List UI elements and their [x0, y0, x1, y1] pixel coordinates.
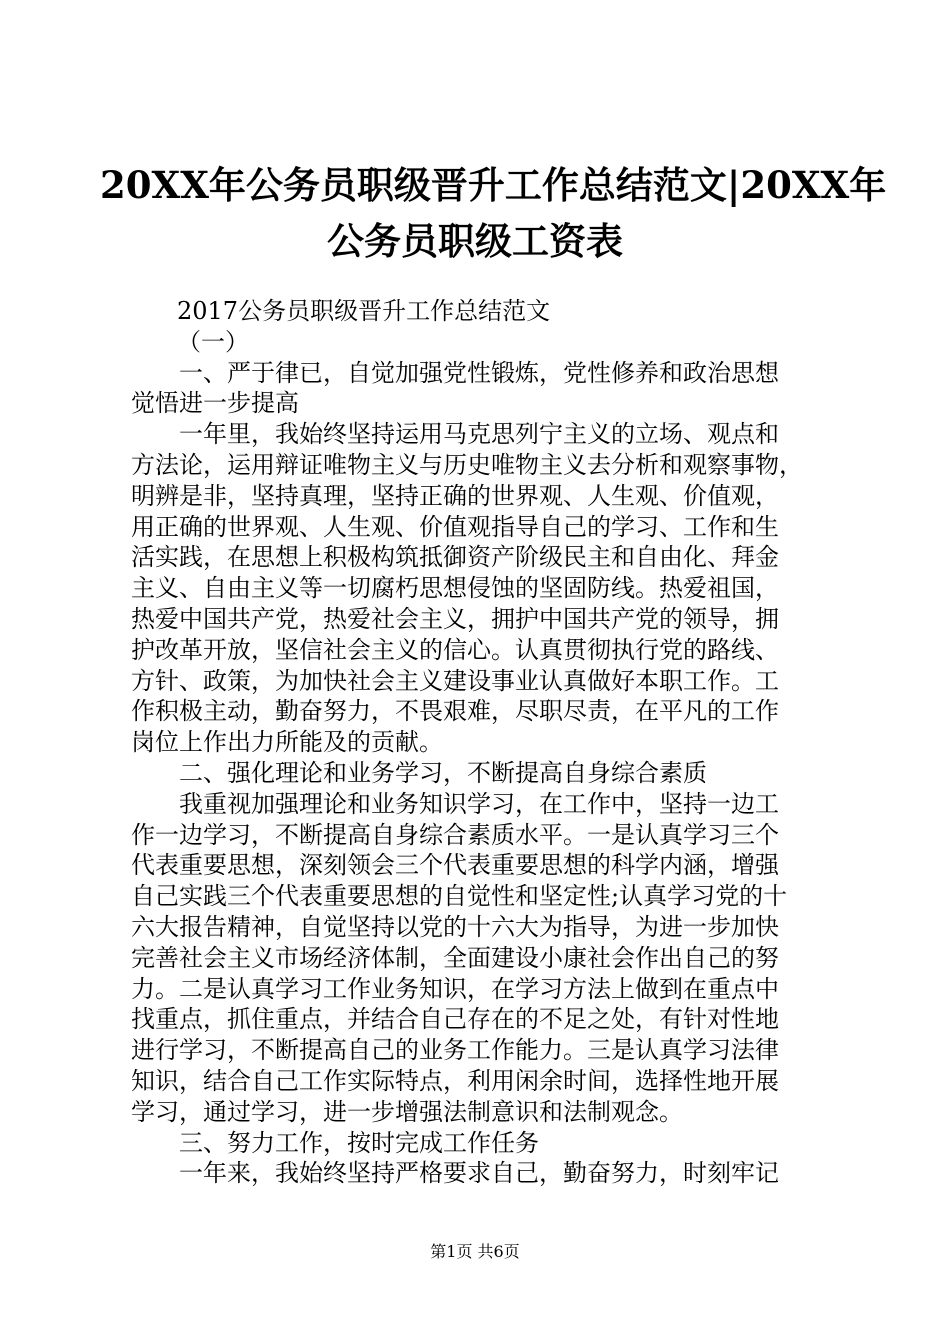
paragraph-line: 我重视加强理论和业务知识学习，在工作中，坚持一边工 — [179, 789, 779, 818]
section-heading: 二、强化理论和业务学习，不断提高自身综合素质 — [179, 758, 707, 787]
paragraph-line: 作一边学习，不断提高自身综合素质水平。一是认真学习三个 — [131, 820, 779, 849]
paragraph-line: 一年来，我始终坚持严格要求自己，勤奋努力，时刻牢记 — [179, 1159, 779, 1188]
section-heading-cont: 觉悟进一步提高 — [131, 389, 299, 418]
paragraph-line: 找重点，抓住重点，并结合自己存在的不足之处，有针对性地 — [131, 1005, 779, 1034]
paragraph-line: 六大报告精神，自觉坚持以党的十六大为指导，为进一步加快 — [131, 912, 779, 941]
document-body — [131, 296, 831, 1189]
paragraph-line: 方法论，运用辩证唯物主义与历史唯物主义去分析和观察事物， — [131, 450, 803, 479]
doc-subtitle: 2017公务员职级晋升工作总结范文 — [177, 297, 551, 325]
paragraph-line: 自己实践三个代表重要思想的自觉性和坚定性;认真学习党的十 — [131, 882, 788, 911]
document-title-line-1: 20XX年公务员职级晋升工作总结范文|20XX年 — [100, 163, 887, 207]
paragraph-line: 学习，通过学习，进一步增强法制意识和法制观念。 — [131, 1097, 683, 1126]
paragraph-line: 力。二是认真学习工作业务知识，在学习方法上做到在重点中 — [131, 974, 779, 1003]
paragraph-line: 方针、政策，为加快社会主义建设事业认真做好本职工作。工 — [131, 666, 779, 695]
page-footer: 第1页 共6页 — [430, 1242, 520, 1261]
paragraph-line: 护改革开放，坚信社会主义的信心。认真贯彻执行党的路线、 — [131, 635, 779, 664]
paragraph-line: 岗位上作出力所能及的贡献。 — [131, 728, 443, 757]
paragraph-line: 一年里，我始终坚持运用马克思列宁主义的立场、观点和 — [179, 420, 779, 449]
section-number: （一） — [177, 327, 249, 356]
paragraph-line: 作积极主动，勤奋努力，不畏艰难，尽职尽责，在平凡的工作 — [131, 697, 779, 726]
paragraph-line: 完善社会主义市场经济体制，全面建设小康社会作出自己的努 — [131, 943, 779, 972]
paragraph-line: 热爱中国共产党，热爱社会主义，拥护中国共产党的领导，拥 — [131, 604, 779, 633]
section-heading: 一、严于律已，自觉加强党性锻炼，党性修养和政治思想 — [179, 358, 779, 387]
paragraph-line: 明辨是非，坚持真理，坚持正确的世界观、人生观、价值观， — [131, 481, 779, 510]
document-title-line-2: 公务员职级工资表 — [327, 219, 623, 263]
paragraph-line: 活实践，在思想上积极构筑抵御资产阶级民主和自由化、拜金 — [131, 543, 779, 572]
section-heading: 三、努力工作，按时完成工作任务 — [179, 1128, 539, 1157]
paragraph-line: 用正确的世界观、人生观、价值观指导自己的学习、工作和生 — [131, 512, 779, 541]
paragraph-line: 代表重要思想，深刻领会三个代表重要思想的科学内涵，增强 — [131, 851, 779, 880]
paragraph-line: 知识，结合自己工作实际特点，利用闲余时间，选择性地开展 — [131, 1066, 779, 1095]
paragraph-line: 主义、自由主义等一切腐朽思想侵蚀的坚固防线。热爱祖国， — [131, 574, 779, 603]
paragraph-line: 进行学习，不断提高自己的业务工作能力。三是认真学习法律 — [131, 1036, 779, 1065]
